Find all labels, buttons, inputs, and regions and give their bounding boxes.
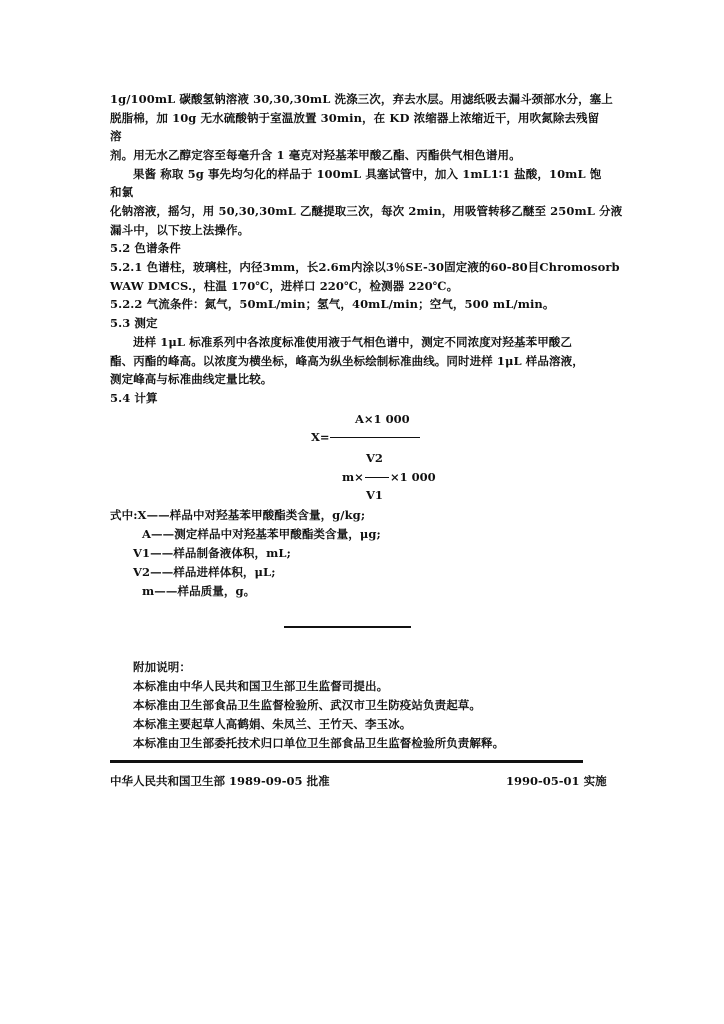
legend-m: m——样品质量，g。 — [142, 584, 256, 598]
method-line-5: 果酱 称取 5g 事先均匀化的样品于 100mL 具塞试管中，加入 1mL1∶1 盐酸，10mL 饱 — [133, 167, 602, 181]
section-5-3-heading: 5.3 测定 — [110, 316, 158, 330]
section-5-2-1-line-2: WAW DMCS.，柱温 170℃，进样口 220℃，检测器 220℃。 — [110, 279, 459, 293]
method-line-4: 剂。用无水乙醇定容至每毫升含 1 毫克对羟基苯甲酸乙酯、丙酯供气相色谱用。 — [110, 148, 521, 162]
formula-v2: V2 — [366, 451, 383, 465]
section-5-2-heading: 5.2 色谱条件 — [110, 241, 181, 255]
footer-rule — [110, 760, 583, 763]
formula-v1: V1 — [366, 488, 383, 502]
appendix-line-4: 本标准由卫生部委托技术归口单位卫生部食品卫生监督检验所负责解释。 — [133, 736, 505, 750]
legend-v1: V1——样品制备液体积，mL; — [133, 546, 291, 560]
legend-x: 式中:X——样品中对羟基苯甲酸酯类含量，g/kg; — [110, 508, 366, 522]
method-line-8: 漏斗中，以下按上法操作。 — [110, 223, 250, 237]
section-5-3-line-3: 测定峰高与标准曲线定量比较。 — [110, 372, 273, 386]
appendix-line-3: 本标准主要起草人高鹤娟、朱凤兰、王竹天、李玉冰。 — [133, 717, 412, 731]
section-separator — [284, 626, 411, 628]
section-5-4-heading: 5.4 计算 — [110, 391, 158, 405]
legend-v2: V2——样品进样体积，μL; — [133, 565, 276, 579]
method-line-2: 脱脂棉，加 10g 无水硫酸钠于室温放置 30min，在 KD 浓缩器上浓缩近干，用吹氮除去残留 — [110, 111, 600, 125]
section-5-3-line-1: 进样 1μL 标准系列中各浓度标准使用液于气相色谱中，测定不同浓度对羟基苯甲酸乙 — [133, 335, 573, 349]
formula-inner-fraction-bar — [365, 477, 389, 478]
section-5-2-2-line-1: 5.2.2 气流条件：氮气，50mL/min；氢气，40mL/min；空气，500 mL/min。 — [110, 297, 555, 311]
section-5-2-1-line-1: 5.2.1 色谱柱，玻璃柱，内径3mm，长2.6m内涂以3％SE-30固定液的60-80目Chromosorb — [110, 260, 620, 274]
legend-a: A——测定样品中对羟基苯甲酸酯类含量，μg; — [142, 527, 381, 541]
formula-m-part: m× — [342, 470, 364, 484]
method-line-1: 1g/100mL 碳酸氢钠溶液 30,30,30mL 洗涤三次，弃去水层。用滤纸吸去漏斗颈部水分，塞上 — [110, 92, 613, 106]
formula-main-fraction-bar — [330, 437, 420, 438]
formula-numerator: A×1 000 — [355, 412, 410, 426]
method-line-6: 和氯 — [110, 185, 134, 199]
appendix-line-1: 本标准由中华人民共和国卫生部卫生监督司提出。 — [133, 679, 389, 693]
formula-times-part: ×1 000 — [390, 470, 436, 484]
method-line-3: 溶 — [110, 129, 122, 143]
appendix-title: 附加说明： — [133, 660, 191, 674]
formula-lhs: X= — [311, 430, 330, 444]
appendix-line-2: 本标准由卫生部食品卫生监督检验所、武汉市卫生防疫站负责起草。 — [133, 698, 481, 712]
method-line-7: 化钠溶液，摇匀，用 50,30,30mL 乙醚提取三次，每次 2min，用吸管转移乙醚至 250mL 分液 — [110, 204, 623, 218]
section-5-3-line-2: 酯、丙酯的峰高。以浓度为横坐标，峰高为纵坐标绘制标准曲线。同时进样 1μL 样品溶液， — [110, 354, 584, 368]
approval-date: 中华人民共和国卫生部 1989-09-05 批准 — [110, 774, 330, 788]
effective-date: 1990-05-01 实施 — [506, 774, 607, 788]
